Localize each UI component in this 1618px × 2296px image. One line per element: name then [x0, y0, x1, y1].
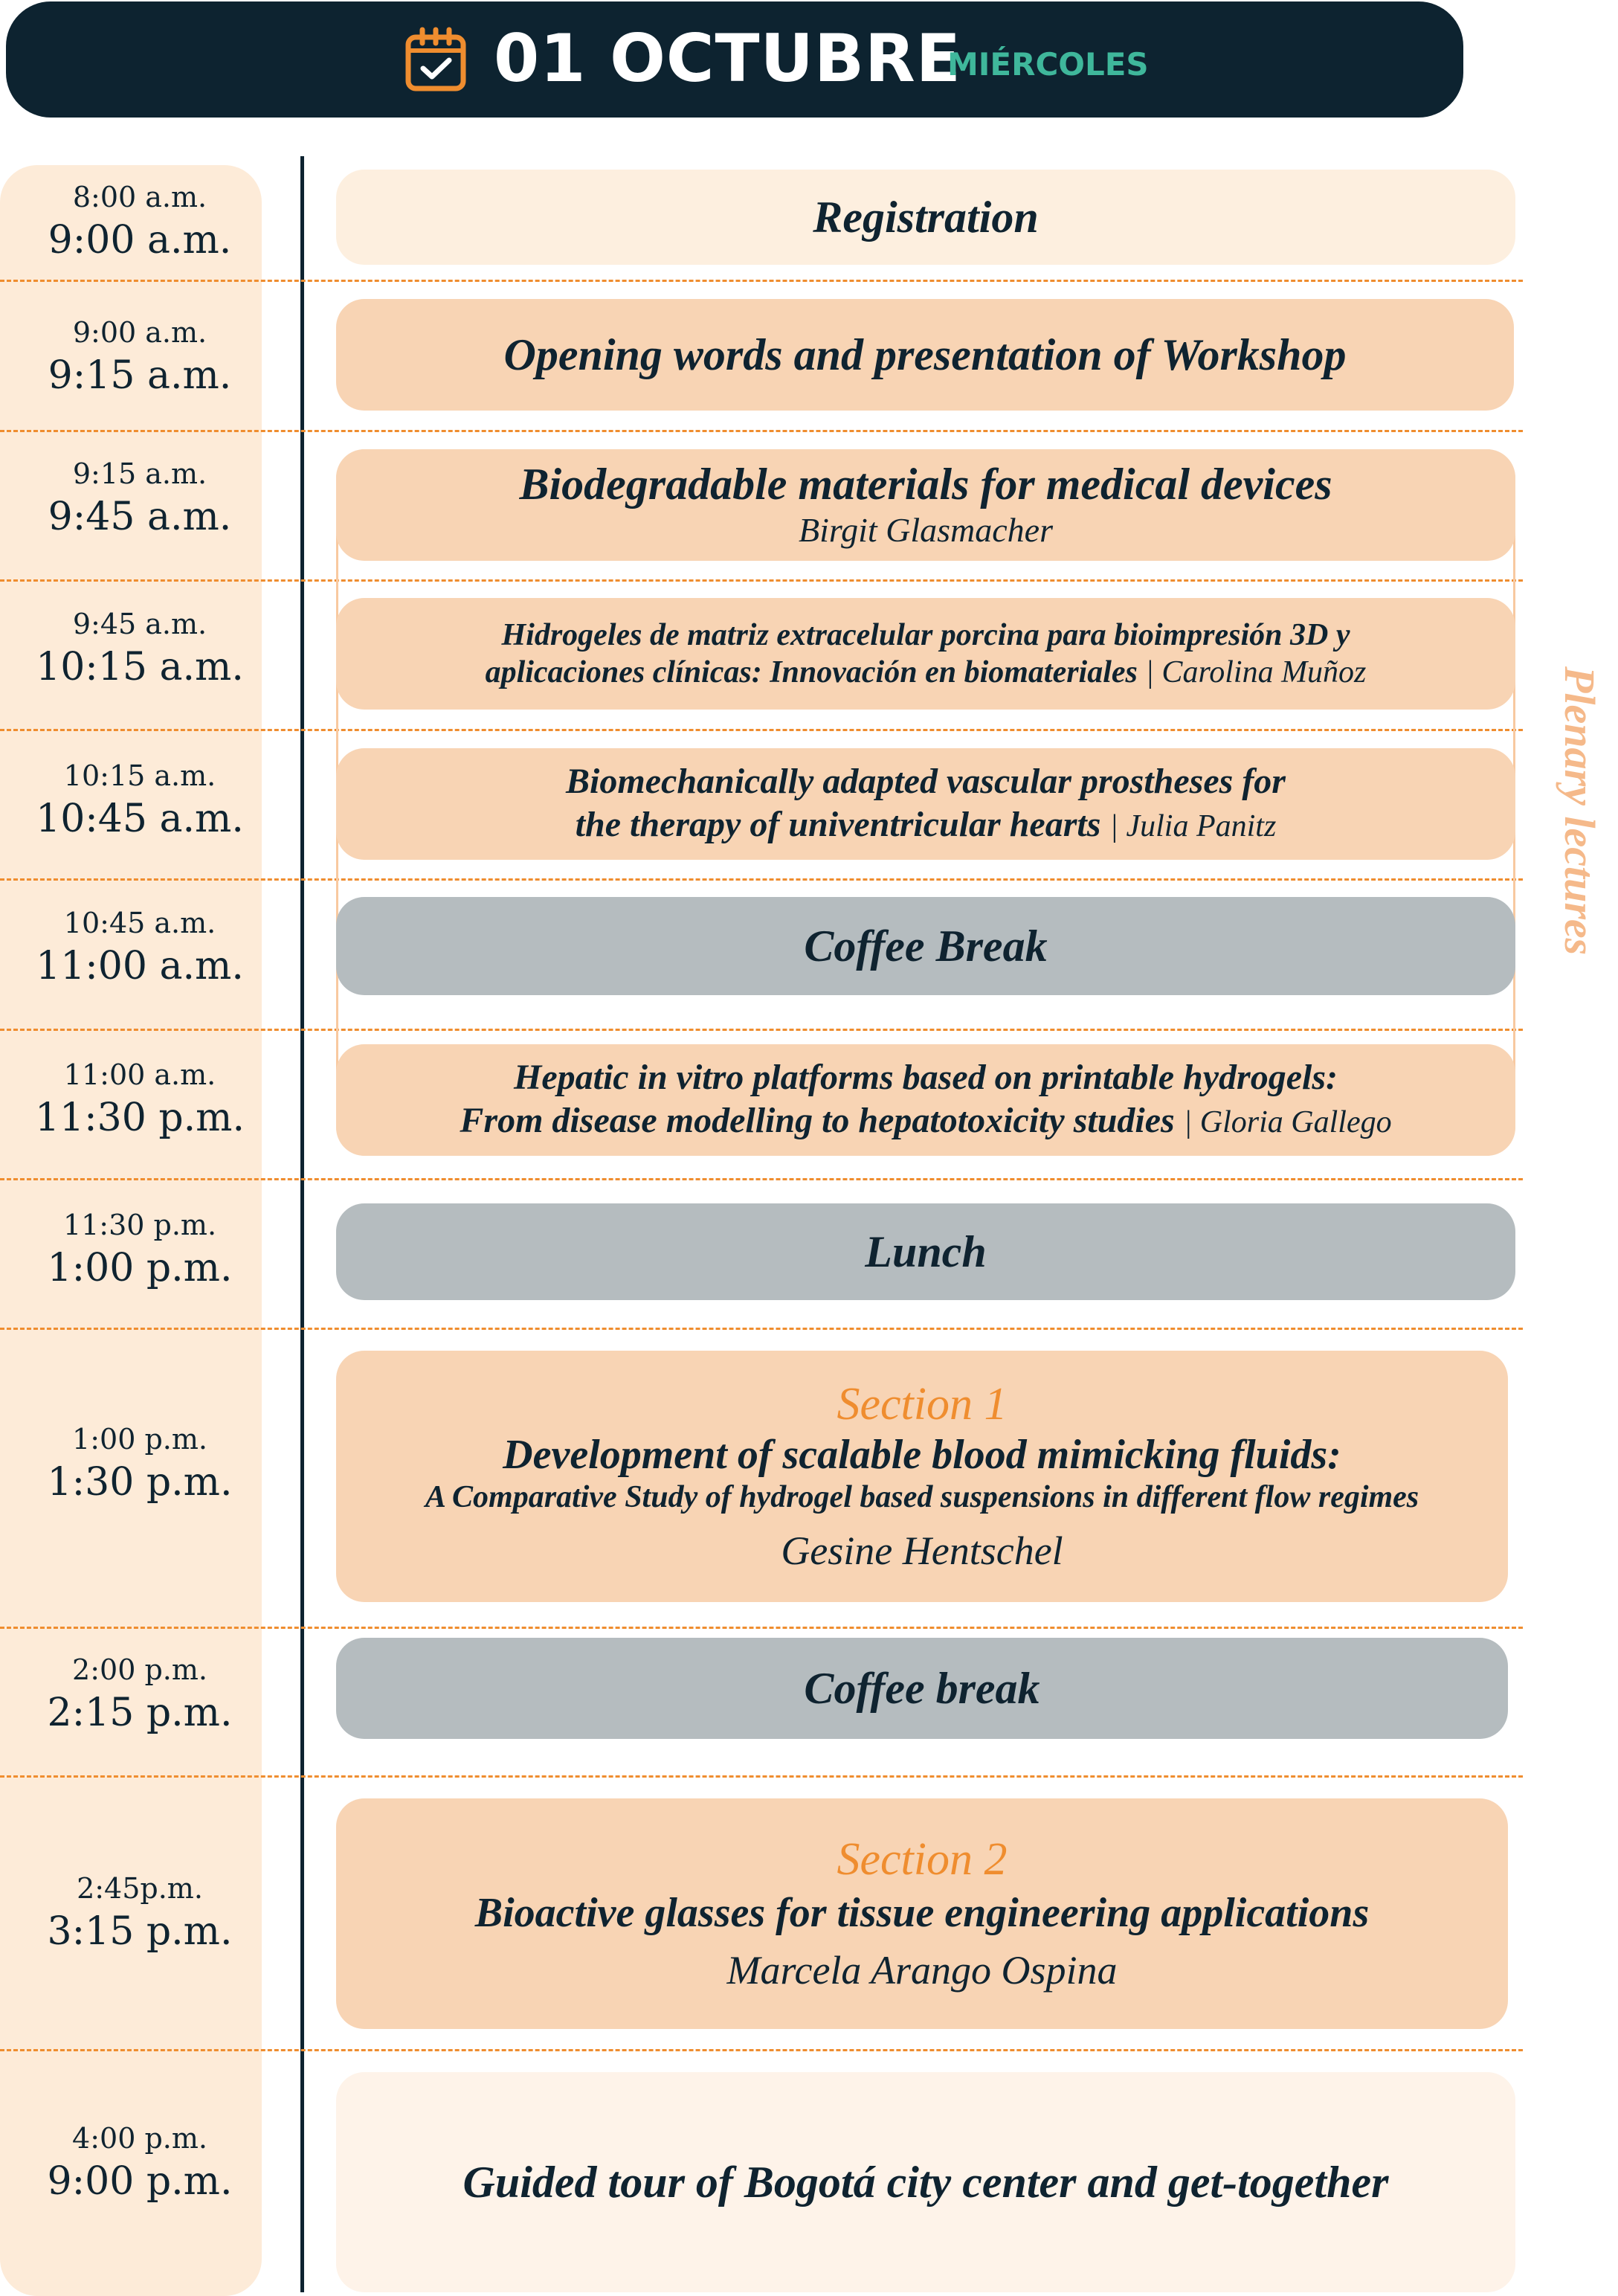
time-slot: [0, 1206, 280, 1293]
start-time: 4:00 p.m.: [72, 2122, 207, 2155]
start-time: 11:30 p.m.: [62, 1209, 217, 1241]
agenda-item-plenary-3: [336, 748, 1515, 860]
date-title: 01 OCTUBRE: [494, 20, 961, 97]
section-label: Section 2: [837, 1834, 1008, 1885]
end-time: 9:15 a.m.: [48, 353, 232, 398]
agenda-title-line-2: [576, 803, 1277, 848]
time-slot: [0, 757, 280, 843]
row-separator: [0, 1775, 1523, 1778]
end-time: 11:30 p.m.: [34, 1096, 245, 1140]
agenda-item-plenary-2: [336, 598, 1515, 710]
time-slot: [0, 179, 280, 265]
agenda-subtitle: A Comparative Study of hydrogel based suspensions in different flow regimes: [425, 1480, 1419, 1514]
time-slot: [0, 1421, 280, 1507]
agenda-item-opening: [336, 299, 1514, 411]
agenda-title: Coffee break: [804, 1664, 1040, 1713]
agenda-title-line-1: Hidrogeles de matriz extracelular porcina para bioimpresión 3D y: [501, 618, 1350, 652]
start-time: 10:45 a.m.: [63, 907, 216, 939]
start-time: 9:45 a.m.: [72, 608, 207, 640]
weekday-label: MIÉRCOLES: [947, 46, 1149, 83]
end-time: 9:00 p.m.: [47, 2159, 233, 2204]
agenda-speaker: Birgit Glasmacher: [799, 511, 1053, 549]
agenda-item-guided-tour: [336, 2072, 1515, 2292]
end-time: 2:15 p.m.: [47, 1691, 233, 1735]
row-separator: [0, 280, 1523, 282]
start-time: 10:15 a.m.: [63, 759, 216, 792]
agenda-title-line-1: Biomechanically adapted vascular prostheses for: [566, 762, 1286, 801]
agenda-speaker: | Carolina Muñoz: [1145, 655, 1367, 689]
time-slot: [0, 1056, 280, 1142]
start-time: 9:15 a.m.: [72, 457, 207, 490]
start-time: 2:45p.m.: [77, 1872, 203, 1905]
row-separator: [0, 1627, 1523, 1629]
agenda-speaker: Marcela Arango Ospina: [726, 1948, 1118, 1993]
agenda-speaker: | Julia Panitz: [1109, 809, 1277, 843]
time-slot: [0, 2120, 280, 2206]
agenda-title: Biodegradable materials for medical devices: [519, 460, 1332, 509]
time-slot: [0, 1870, 280, 1956]
agenda-item-lunch: [336, 1203, 1515, 1300]
agenda-title-line-2: [460, 1099, 1391, 1144]
agenda-speaker: Gesine Hentschel: [781, 1528, 1063, 1573]
start-time: 2:00 p.m.: [72, 1653, 207, 1686]
time-slot: [0, 1651, 280, 1737]
time-slot: [0, 605, 280, 692]
agenda-title-line-1: Hepatic in vitro platforms based on printable hydrogels:: [513, 1058, 1338, 1097]
row-separator: [0, 1178, 1523, 1180]
end-time: 3:15 p.m.: [47, 1909, 233, 1954]
agenda-title-line-2-text: aplicaciones clínicas: Innovación en biomateriales: [485, 655, 1138, 689]
date-header: [6, 1, 1463, 118]
agenda-title: Lunch: [865, 1227, 987, 1276]
calendar-check-icon: [404, 27, 467, 92]
agenda-item-registration: [336, 170, 1515, 265]
agenda-item-coffee-break-2: [336, 1638, 1508, 1739]
agenda-item-section-1: [336, 1351, 1508, 1602]
start-time: 1:00 p.m.: [72, 1423, 207, 1456]
agenda-item-coffee-break: [336, 897, 1515, 995]
agenda-title: Guided tour of Bogotá city center and get-together: [462, 2158, 1389, 2207]
agenda-title: Coffee Break: [804, 922, 1048, 971]
agenda-speaker: | Gloria Gallego: [1183, 1105, 1392, 1139]
time-slot: [0, 904, 280, 991]
timeline-divider: [300, 156, 304, 2292]
time-slot: [0, 314, 280, 400]
row-separator: [0, 1328, 1523, 1330]
plenary-lectures-label: Plenary lectures: [1556, 666, 1604, 956]
agenda-title-line-2-text: the therapy of univentricular hearts: [575, 805, 1101, 844]
time-slot: [0, 455, 280, 541]
end-time: 10:45 a.m.: [36, 797, 244, 841]
agenda-title: Development of scalable blood mimicking fluids:: [503, 1432, 1341, 1478]
start-time: 11:00 a.m.: [63, 1058, 216, 1091]
end-time: 11:00 a.m.: [36, 944, 244, 988]
agenda-item-plenary-4: [336, 1044, 1515, 1156]
end-time: 9:00 a.m.: [48, 218, 232, 263]
agenda-title: Bioactive glasses for tissue engineering applications: [474, 1890, 1370, 1936]
agenda-item-plenary-1: [336, 449, 1515, 561]
row-separator: [0, 430, 1523, 432]
start-time: 9:00 a.m.: [72, 316, 207, 349]
agenda-title-line-2: [486, 654, 1367, 691]
agenda-title: Opening words and presentation of Workshop: [503, 330, 1347, 379]
agenda-title-line-2-text: From disease modelling to hepatotoxicity studies: [460, 1101, 1175, 1140]
start-time: 8:00 a.m.: [72, 181, 207, 213]
section-label: Section 1: [837, 1379, 1008, 1430]
row-separator: [0, 2049, 1523, 2051]
agenda-item-section-2: [336, 1798, 1508, 2029]
end-time: 9:45 a.m.: [48, 495, 232, 539]
agenda-title: Registration: [813, 193, 1039, 242]
end-time: 10:15 a.m.: [36, 645, 244, 689]
end-time: 1:30 p.m.: [47, 1460, 233, 1505]
end-time: 1:00 p.m.: [47, 1246, 233, 1290]
